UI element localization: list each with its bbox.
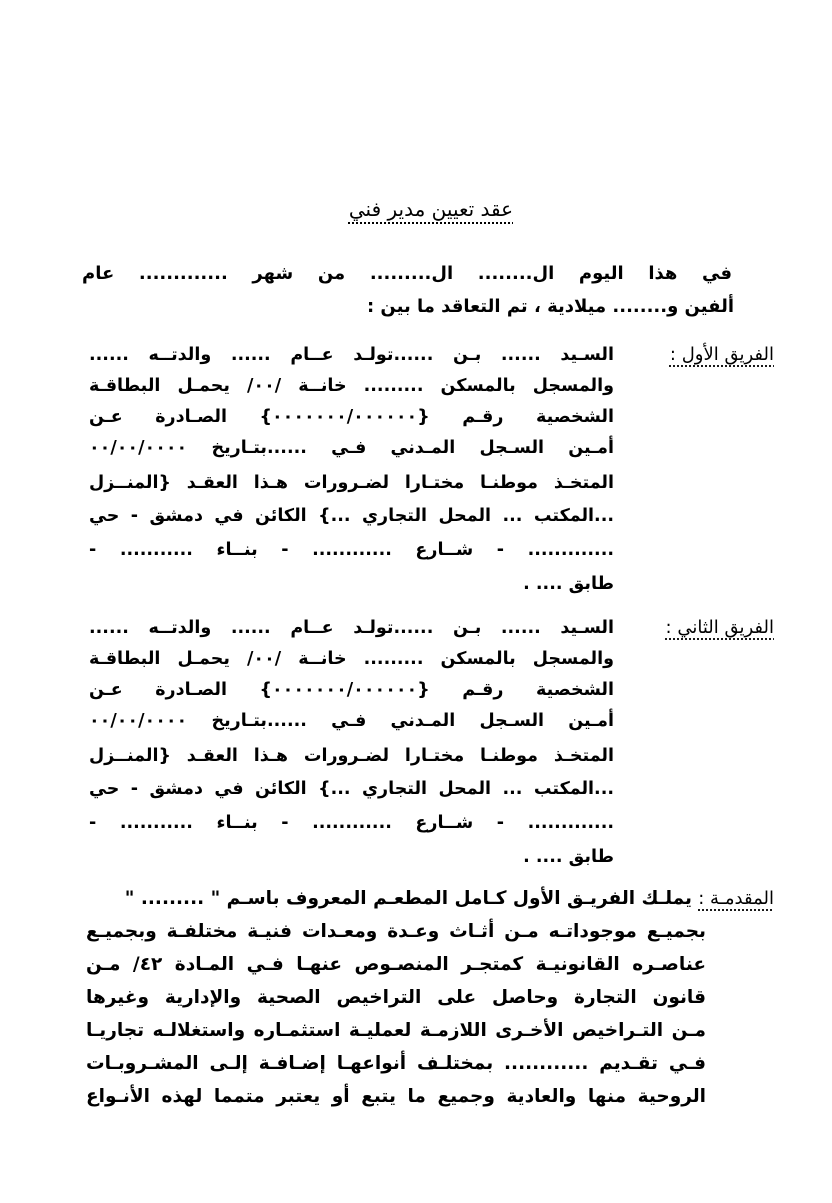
party2-line: طابق .... . — [523, 847, 614, 867]
party1-label: الفريق الأول : — [669, 344, 774, 365]
party1-line: والمسجل بالمسكن ......... خانــة /٠٠/ يحمـل البطاقـة — [89, 376, 614, 396]
party2-label: الفريق الثاني : — [665, 617, 774, 638]
party1-line: ............. - شــارع ............ - بنــاء ........... - — [89, 540, 614, 560]
party1-line: أمـين السـجل المـدني فـي ......بتـاريخ ٠٠/٠٠/٠٠٠٠ — [89, 438, 614, 458]
preamble-line: الروحية منها والعادية وجميع ما يتبع أو يعتبر متمما لهذه الأنـواع — [86, 1086, 706, 1107]
party2-line: السـيد ...... بـن ......تولـد عــام ...... والدتــه ...... — [89, 618, 614, 638]
party1-line: السـيد ...... بـن ......تولـد عــام ...... والدتــه ...... — [89, 345, 614, 365]
intro-line-1: في هذا اليوم ال........ ال......... من شهر ............. عام — [82, 263, 732, 284]
intro-line-2: ألفين و........ ميلادية ، تم التعاقد ما بين : — [366, 296, 734, 317]
preamble-line: يملـك الفريـق الأول كـامل المطعـم المعروف باسـم " ......... " — [124, 888, 692, 909]
preamble-line: مـن التـراخيص الأخـرى اللازمـة لعمليـة استثمـاره واستغلالـه تجاريـا — [86, 1020, 706, 1041]
preamble-line: فـي تقـديم ............ بمختلـف أنواعهـا إضـافـة إلـى المشـروبـات — [86, 1053, 706, 1074]
party1-line: طابق .... . — [523, 574, 614, 594]
contract-title-text: عقد تعيين مدير فني — [348, 197, 514, 221]
party2-line: أمـين السـجل المـدني فـي ......بتـاريخ ٠٠/٠٠/٠٠٠٠ — [89, 711, 614, 731]
party1-line: ...المكتب ... المحل التجاري ...} الكائن في دمشق - حي — [89, 506, 614, 526]
party2-line: والمسجل بالمسكن ......... خانــة /٠٠/ يحمـل البطاقـة — [89, 649, 614, 669]
preamble-line: قانون التجارة وحاصل على التراخيص الصحية والإدارية وغيرها — [86, 987, 706, 1008]
preamble-line: عناصـره القانونيـة كمتجـر المنصـوص عنهـا فـي المـادة ٤٢/ مـن — [86, 954, 707, 975]
party2-line: المتخـذ موطنـا مختـارا لضـرورات هـذا العقـد {المنــزل — [89, 746, 614, 766]
party1-line: الشخصية رقـم {٠٠٠٠٠٠٠/٠٠٠٠٠٠} الصـادرة عـن — [89, 407, 614, 427]
party2-line: ............. - شــارع ............ - بنــاء ........... - — [89, 813, 614, 833]
preamble-line: بجميـع موجوداتـه مـن أثـاث وعـدة ومعـدات فنيـة مختلفـة وبجميـع — [86, 921, 706, 942]
contract-title — [0, 197, 832, 221]
party2-line: ...المكتب ... المحل التجاري ...} الكائن في دمشق - حي — [89, 779, 614, 799]
party1-line: المتخـذ موطنـا مختـارا لضـرورات هـذا العقـد {المنــزل — [89, 473, 614, 493]
preamble-label: المقدمـة : — [698, 888, 774, 909]
party2-line: الشخصية رقـم {٠٠٠٠٠٠٠/٠٠٠٠٠٠} الصـادرة عـن — [89, 680, 614, 700]
